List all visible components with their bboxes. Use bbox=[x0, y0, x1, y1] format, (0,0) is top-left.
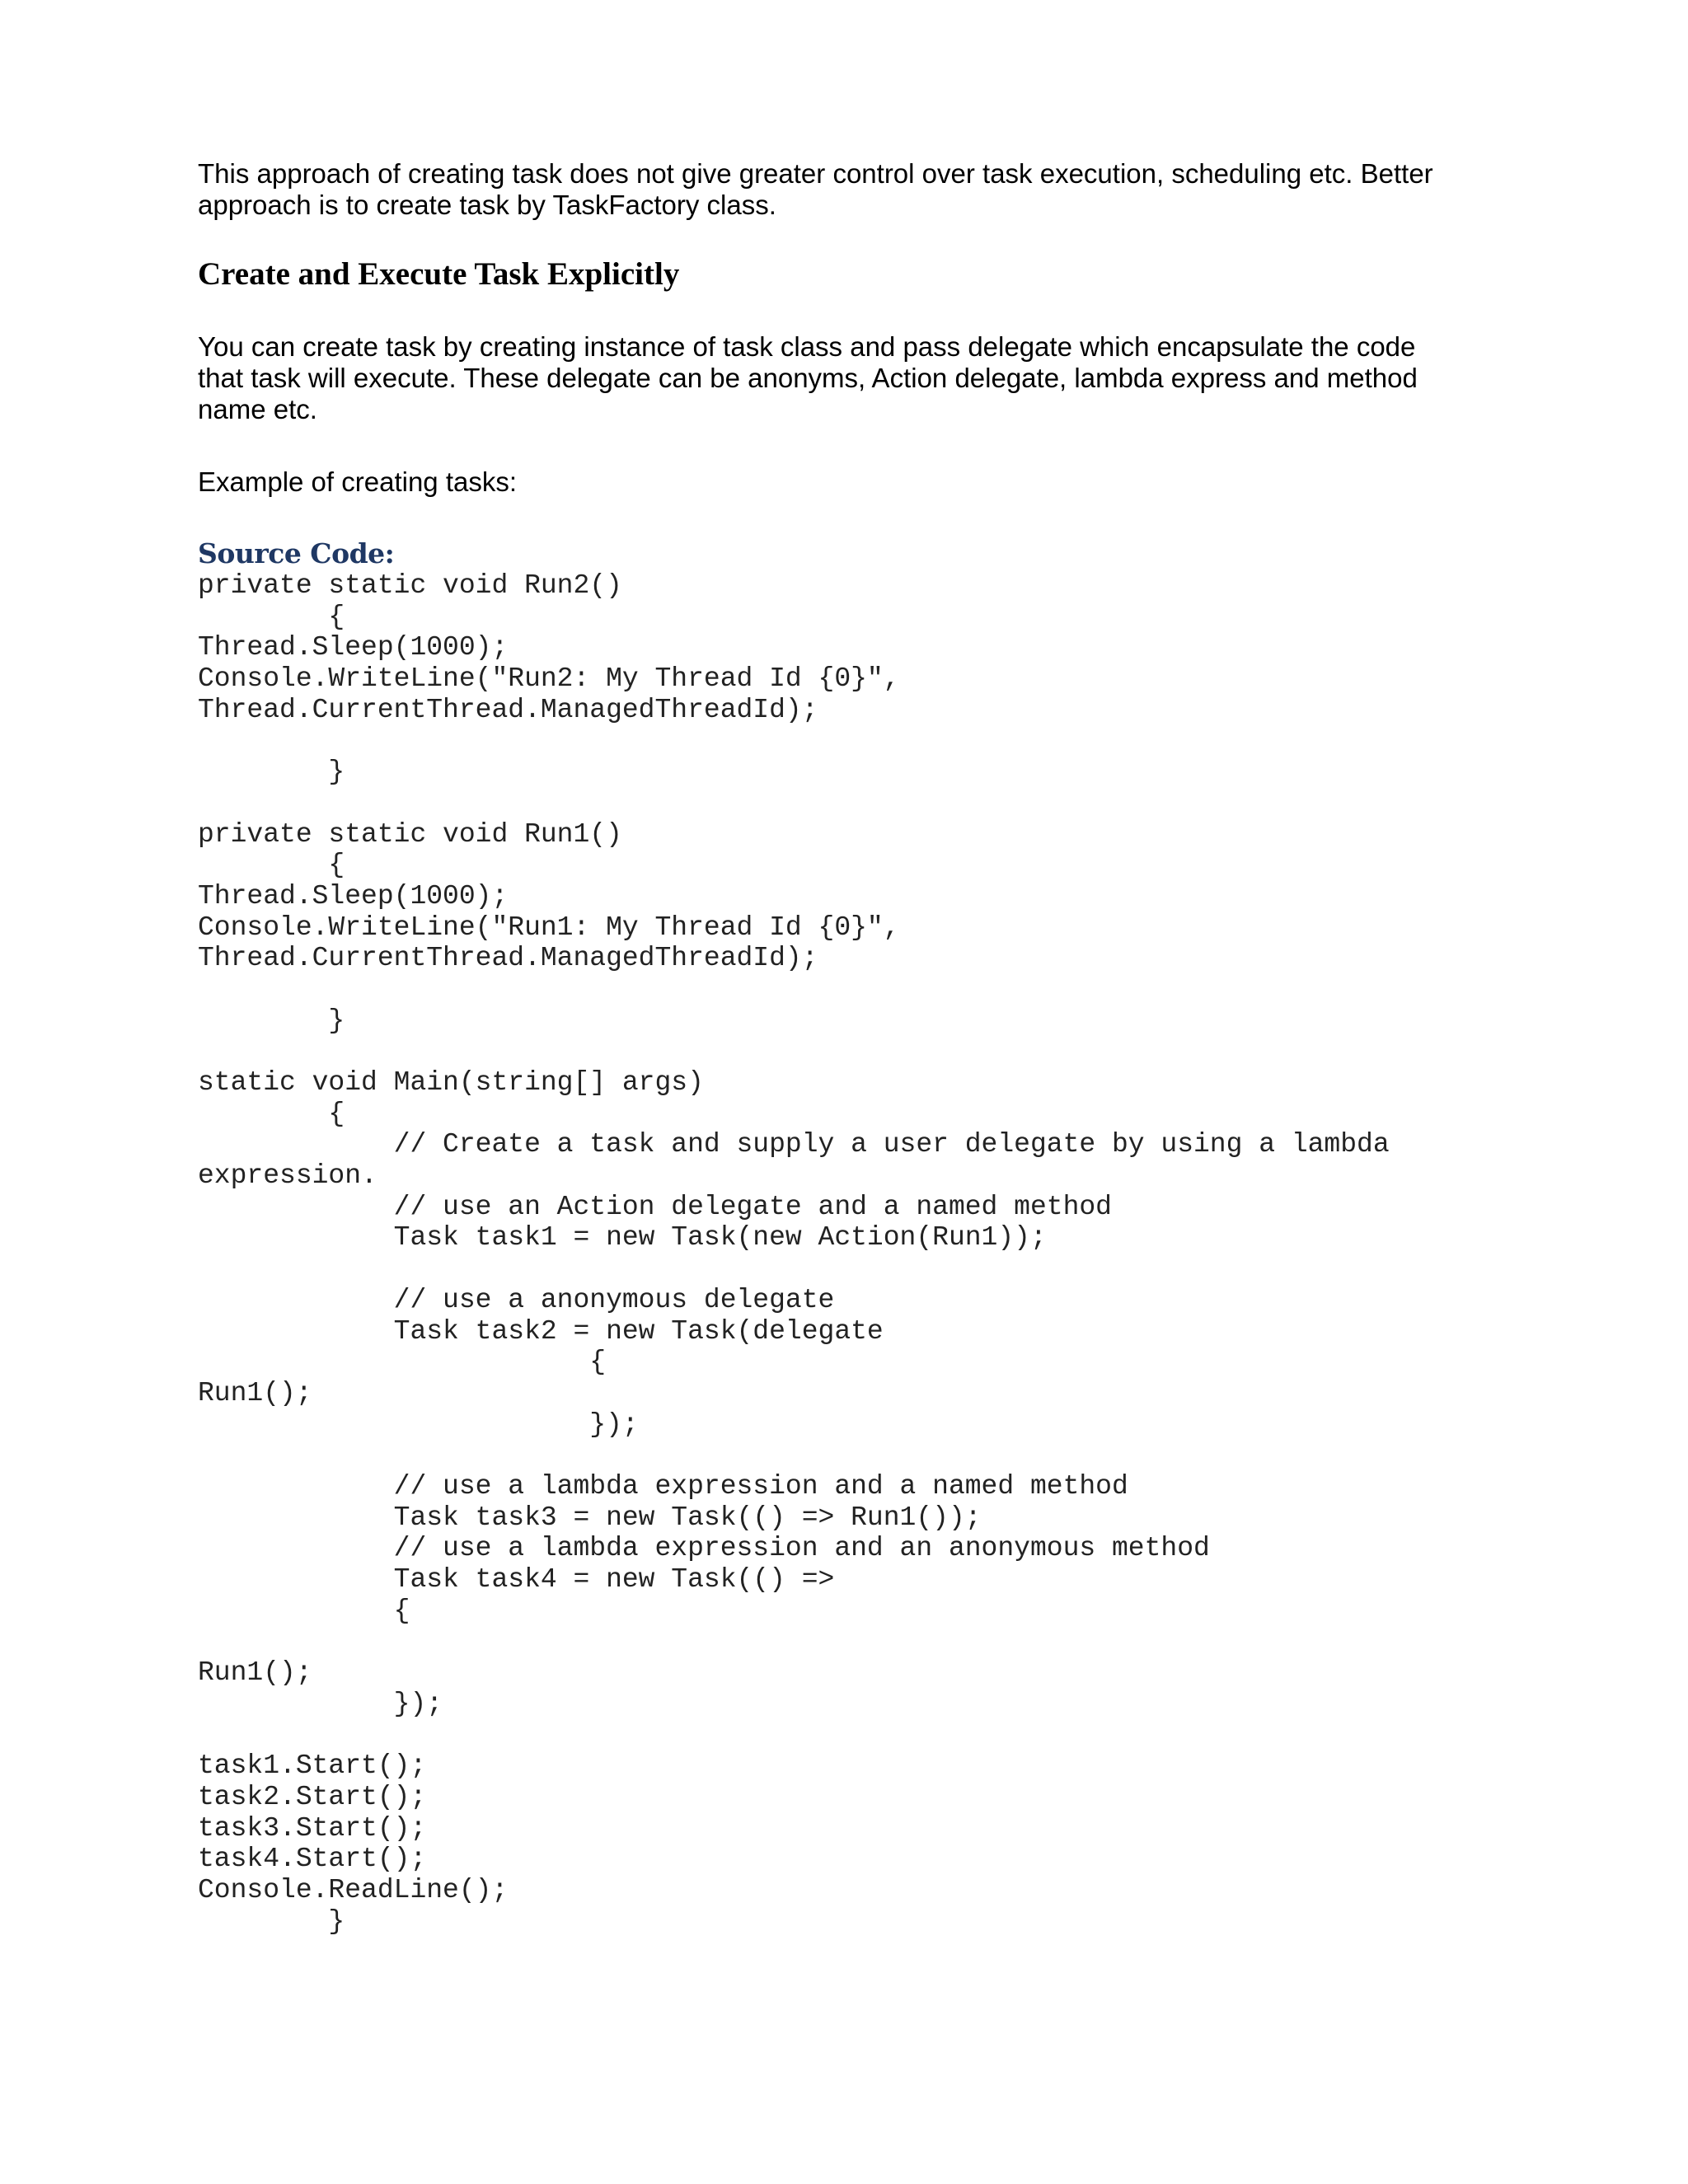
code-line: }); bbox=[198, 1408, 639, 1440]
code-line bbox=[198, 1719, 1484, 1750]
body-paragraph: You can create task by creating instance of task class and pass delegate which encapsulate the code that task will execute. These delegate can be anonyms, Action delegate, lambda express and method name etc. bbox=[198, 331, 1418, 424]
code-line: } bbox=[198, 1905, 345, 1937]
code-line: { bbox=[198, 850, 345, 881]
code-line: } bbox=[198, 1005, 345, 1036]
code-line: Run1(); bbox=[198, 1657, 312, 1689]
intro-paragraph: This approach of creating task does not give greater control over task execution, scheduling etc. Better approach is to create task by TaskFactory class. bbox=[198, 158, 1433, 220]
code-line: }); bbox=[198, 1688, 443, 1719]
code-line: task1.Start(); bbox=[198, 1750, 427, 1782]
code-line: { bbox=[198, 1347, 607, 1378]
source-code-heading: Source Code: bbox=[198, 537, 395, 569]
code-line bbox=[198, 974, 1484, 1005]
code-line: { bbox=[198, 1595, 410, 1626]
code-line: // use a lambda expression and a named method bbox=[198, 1470, 1128, 1502]
code-line bbox=[198, 725, 1484, 757]
code-line: Run1(); bbox=[198, 1377, 312, 1408]
code-line: Task task4 = new Task(() => bbox=[198, 1564, 835, 1595]
code-line bbox=[198, 1036, 1484, 1067]
code-line: { bbox=[198, 1098, 345, 1129]
code-line bbox=[198, 1440, 1484, 1471]
code-block bbox=[198, 570, 1484, 1937]
code-line: // Create a task and supply a user delegate by using a lambda bbox=[198, 1129, 1390, 1160]
page-content bbox=[198, 158, 1484, 1937]
code-line: task4.Start(); bbox=[198, 1844, 427, 1875]
code-line: Task task1 = new Task(new Action(Run1)); bbox=[198, 1222, 1047, 1254]
code-line: task2.Start(); bbox=[198, 1781, 427, 1812]
code-line: Thread.CurrentThread.ManagedThreadId); bbox=[198, 694, 818, 725]
code-line: private static void Run2() bbox=[198, 570, 622, 601]
code-line: static void Main(string[] args) bbox=[198, 1067, 704, 1098]
code-line: task3.Start(); bbox=[198, 1812, 427, 1844]
code-line: // use a anonymous delegate bbox=[198, 1284, 835, 1315]
section-heading: Create and Execute Task Explicitly bbox=[198, 256, 680, 292]
code-line bbox=[198, 1626, 1484, 1657]
code-line bbox=[198, 1254, 1484, 1285]
code-line: // use an Action delegate and a named method bbox=[198, 1191, 1112, 1222]
code-line: } bbox=[198, 757, 345, 788]
code-line: Task task3 = new Task(() => Run1()); bbox=[198, 1502, 982, 1533]
code-line: Console.ReadLine(); bbox=[198, 1874, 509, 1905]
code-line: Thread.CurrentThread.ManagedThreadId); bbox=[198, 943, 818, 974]
example-label: Example of creating tasks: bbox=[198, 466, 518, 497]
code-line bbox=[198, 788, 1484, 819]
code-line: { bbox=[198, 601, 345, 632]
code-line: private static void Run1() bbox=[198, 818, 622, 850]
code-line: Task task2 = new Task(delegate bbox=[198, 1315, 884, 1347]
code-line: Thread.Sleep(1000); bbox=[198, 880, 509, 912]
code-line: Console.WriteLine("Run2: My Thread Id {0}", bbox=[198, 663, 900, 695]
code-line: Console.WriteLine("Run1: My Thread Id {0}", bbox=[198, 912, 900, 943]
code-line: expression. bbox=[198, 1160, 377, 1192]
code-line: Thread.Sleep(1000); bbox=[198, 632, 509, 663]
code-line: // use a lambda expression and an anonymous method bbox=[198, 1533, 1210, 1564]
